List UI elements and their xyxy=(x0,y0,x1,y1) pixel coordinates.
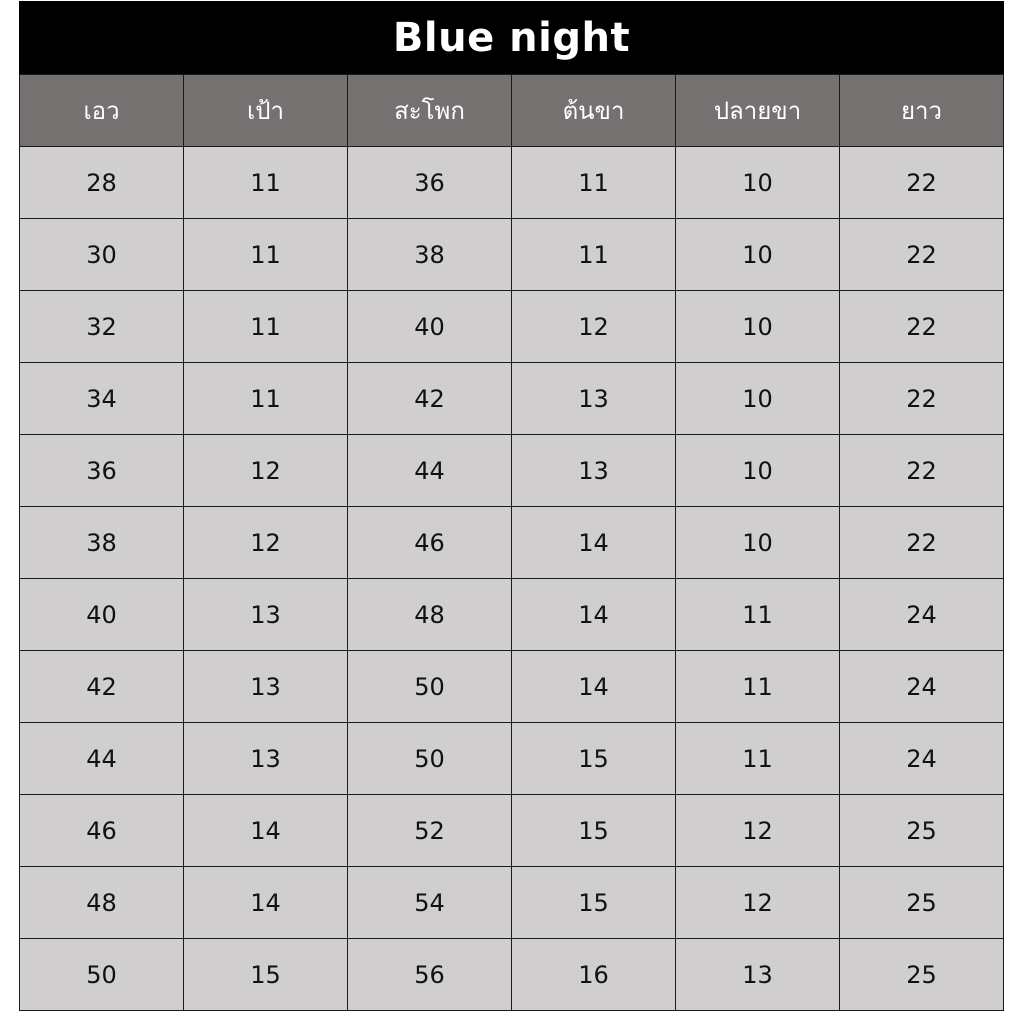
cell-hip: 36 xyxy=(348,147,512,219)
cell-hip: 56 xyxy=(348,939,512,1011)
cell-thigh: 15 xyxy=(512,723,676,795)
size-chart xyxy=(19,1,1004,1023)
table-row xyxy=(20,219,1004,291)
cell-hip: 42 xyxy=(348,363,512,435)
cell-hip: 38 xyxy=(348,219,512,291)
cell-hip: 44 xyxy=(348,435,512,507)
cell-rise: 11 xyxy=(184,147,348,219)
cell-length: 22 xyxy=(840,147,1004,219)
cell-length: 25 xyxy=(840,939,1004,1011)
column-header-thigh: ต้นขา xyxy=(512,75,676,147)
cell-leg-opening: 10 xyxy=(676,291,840,363)
cell-length: 22 xyxy=(840,219,1004,291)
table-row xyxy=(20,867,1004,939)
cell-hip: 54 xyxy=(348,867,512,939)
cell-length: 24 xyxy=(840,723,1004,795)
cell-length: 24 xyxy=(840,651,1004,723)
cell-thigh: 14 xyxy=(512,507,676,579)
cell-leg-opening: 11 xyxy=(676,723,840,795)
table-row xyxy=(20,651,1004,723)
cell-leg-opening: 11 xyxy=(676,579,840,651)
cell-waist: 44 xyxy=(20,723,184,795)
cell-waist: 36 xyxy=(20,435,184,507)
table-row xyxy=(20,939,1004,1011)
header-row xyxy=(20,75,1004,147)
table-row xyxy=(20,795,1004,867)
column-header-rise: เป้า xyxy=(184,75,348,147)
column-header-length: ยาว xyxy=(840,75,1004,147)
cell-waist: 40 xyxy=(20,579,184,651)
table-row xyxy=(20,723,1004,795)
cell-waist: 30 xyxy=(20,219,184,291)
cell-thigh: 13 xyxy=(512,435,676,507)
cell-length: 25 xyxy=(840,867,1004,939)
cell-leg-opening: 12 xyxy=(676,795,840,867)
cell-leg-opening: 11 xyxy=(676,651,840,723)
cell-rise: 13 xyxy=(184,723,348,795)
table-row xyxy=(20,363,1004,435)
cell-thigh: 11 xyxy=(512,147,676,219)
size-table xyxy=(19,74,1004,1011)
cell-waist: 48 xyxy=(20,867,184,939)
cell-length: 22 xyxy=(840,435,1004,507)
chart-title: Blue night xyxy=(19,1,1004,74)
cell-length: 22 xyxy=(840,291,1004,363)
cell-waist: 50 xyxy=(20,939,184,1011)
cell-waist: 28 xyxy=(20,147,184,219)
cell-rise: 11 xyxy=(184,363,348,435)
column-header-leg-opening: ปลายขา xyxy=(676,75,840,147)
cell-leg-opening: 10 xyxy=(676,219,840,291)
cell-rise: 12 xyxy=(184,507,348,579)
cell-hip: 52 xyxy=(348,795,512,867)
cell-waist: 34 xyxy=(20,363,184,435)
column-header-hip: สะโพก xyxy=(348,75,512,147)
cell-thigh: 15 xyxy=(512,867,676,939)
cell-leg-opening: 10 xyxy=(676,507,840,579)
cell-waist: 46 xyxy=(20,795,184,867)
table-row xyxy=(20,507,1004,579)
cell-hip: 50 xyxy=(348,723,512,795)
cell-rise: 14 xyxy=(184,795,348,867)
cell-waist: 32 xyxy=(20,291,184,363)
table-body xyxy=(20,147,1004,1011)
table-row xyxy=(20,435,1004,507)
cell-rise: 12 xyxy=(184,435,348,507)
cell-waist: 38 xyxy=(20,507,184,579)
cell-rise: 13 xyxy=(184,651,348,723)
cell-leg-opening: 10 xyxy=(676,435,840,507)
table-row xyxy=(20,291,1004,363)
cell-thigh: 14 xyxy=(512,651,676,723)
cell-thigh: 16 xyxy=(512,939,676,1011)
cell-leg-opening: 12 xyxy=(676,867,840,939)
cell-rise: 14 xyxy=(184,867,348,939)
cell-rise: 13 xyxy=(184,579,348,651)
cell-thigh: 13 xyxy=(512,363,676,435)
cell-leg-opening: 10 xyxy=(676,147,840,219)
cell-rise: 15 xyxy=(184,939,348,1011)
cell-waist: 42 xyxy=(20,651,184,723)
cell-thigh: 12 xyxy=(512,291,676,363)
cell-length: 24 xyxy=(840,579,1004,651)
table-row xyxy=(20,579,1004,651)
column-header-waist: เอว xyxy=(20,75,184,147)
cell-leg-opening: 13 xyxy=(676,939,840,1011)
cell-rise: 11 xyxy=(184,219,348,291)
cell-thigh: 15 xyxy=(512,795,676,867)
cell-thigh: 11 xyxy=(512,219,676,291)
cell-length: 22 xyxy=(840,363,1004,435)
cell-hip: 40 xyxy=(348,291,512,363)
cell-thigh: 14 xyxy=(512,579,676,651)
cell-hip: 50 xyxy=(348,651,512,723)
cell-length: 22 xyxy=(840,507,1004,579)
cell-leg-opening: 10 xyxy=(676,363,840,435)
table-header xyxy=(20,75,1004,147)
cell-hip: 46 xyxy=(348,507,512,579)
cell-rise: 11 xyxy=(184,291,348,363)
table-row xyxy=(20,147,1004,219)
cell-hip: 48 xyxy=(348,579,512,651)
cell-length: 25 xyxy=(840,795,1004,867)
